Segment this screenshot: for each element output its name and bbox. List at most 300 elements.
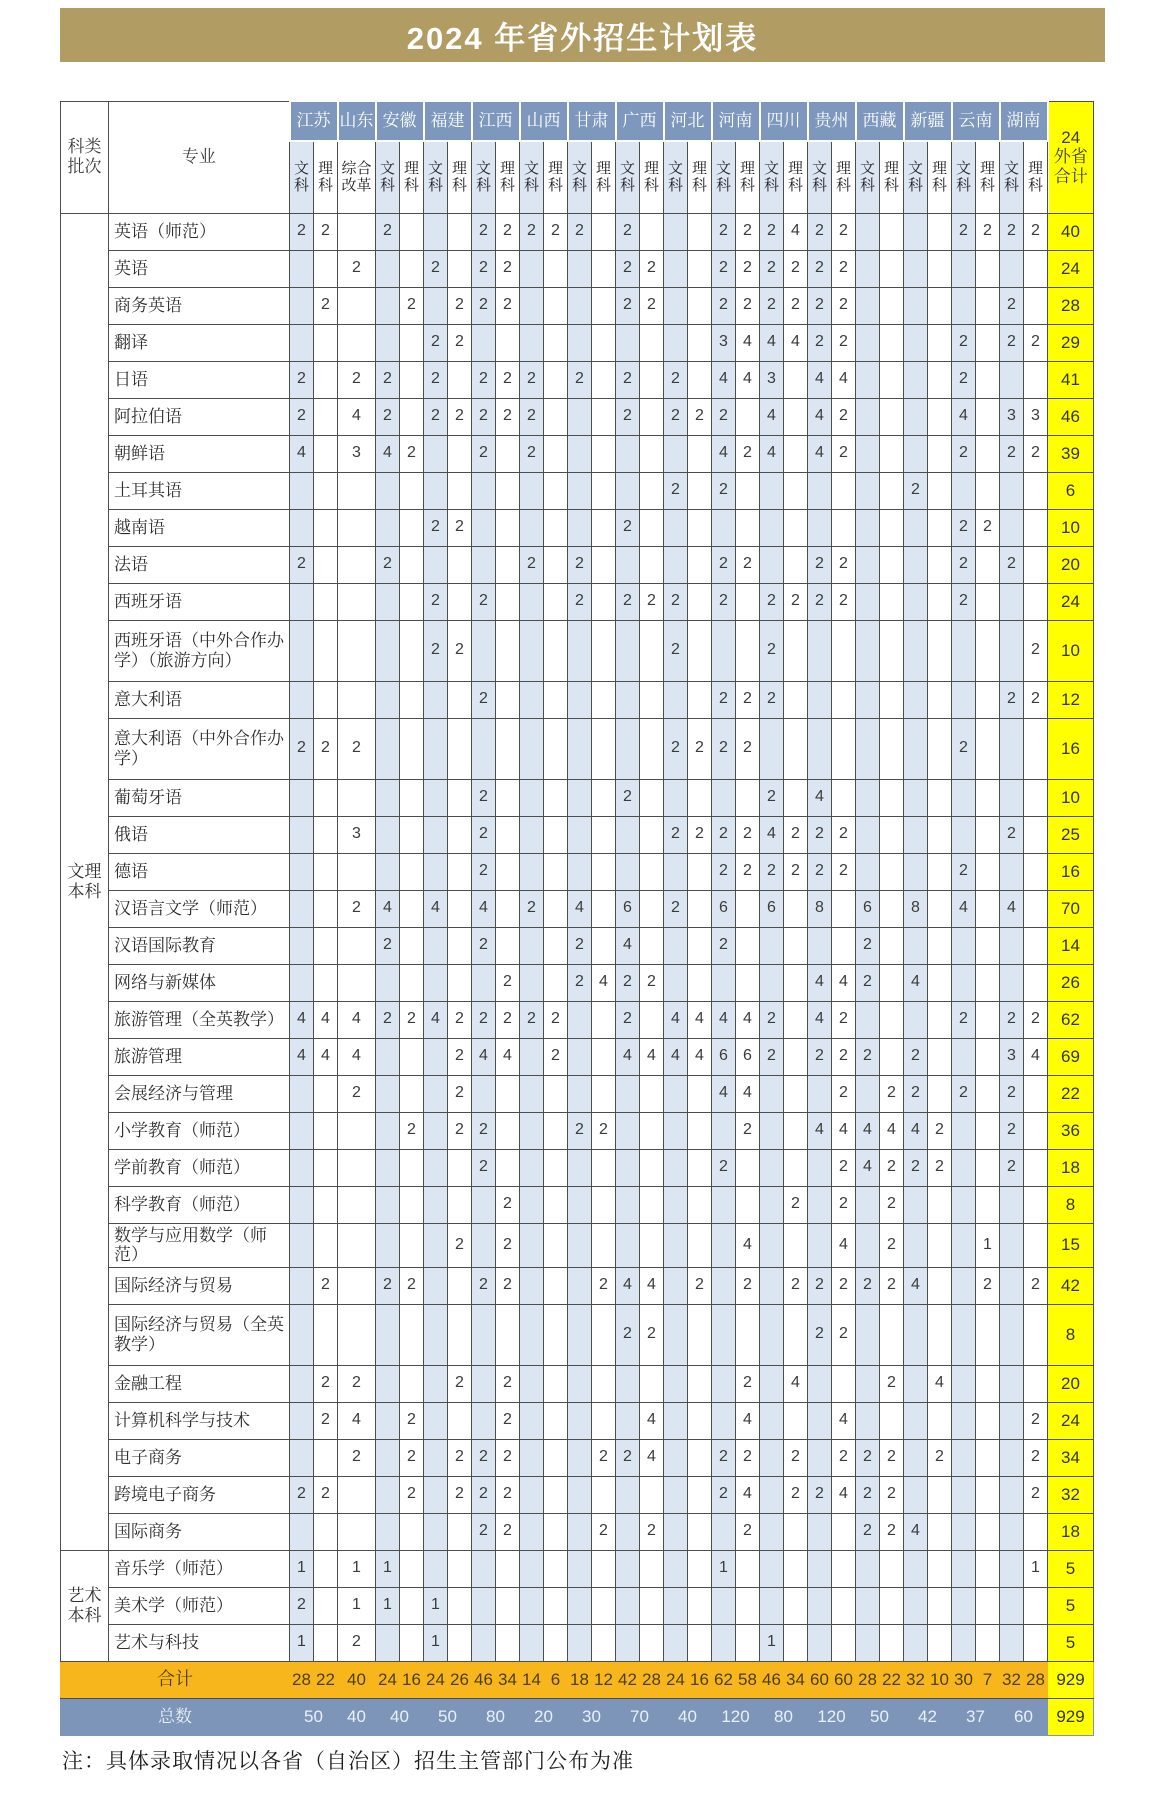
- plan-cell: [314, 1513, 338, 1550]
- plan-cell: [688, 583, 712, 620]
- sum-cell: 18: [568, 1661, 592, 1698]
- row-total-cell: 8: [1048, 1304, 1094, 1365]
- plan-cell: [448, 583, 472, 620]
- plan-cell: [640, 681, 664, 718]
- plan-cell: [640, 816, 664, 853]
- plan-cell: 2: [472, 779, 496, 816]
- major-label: 网络与新媒体: [109, 964, 290, 1001]
- plan-cell: [640, 718, 664, 779]
- plan-cell: [784, 1001, 808, 1038]
- plan-cell: [376, 509, 400, 546]
- plan-cell: 2: [664, 816, 688, 853]
- plan-cell: [592, 324, 616, 361]
- sum-cell: 28: [640, 1661, 664, 1698]
- plan-cell: [784, 1149, 808, 1186]
- plan-cell: 2: [1000, 1001, 1024, 1038]
- plan-cell: 4: [496, 1038, 520, 1075]
- plan-cell: [664, 1223, 688, 1267]
- plan-cell: [376, 1402, 400, 1439]
- plan-cell: 2: [664, 890, 688, 927]
- row-total-cell: 39: [1048, 435, 1094, 472]
- plan-cell: 2: [448, 398, 472, 435]
- plan-cell: [1000, 1186, 1024, 1223]
- plan-cell: 2: [784, 1439, 808, 1476]
- plan-cell: [592, 287, 616, 324]
- province-header-8: 广西: [616, 101, 664, 141]
- plan-cell: [832, 1624, 856, 1661]
- plan-cell: [832, 1365, 856, 1402]
- province-header-10: 河南: [712, 101, 760, 141]
- plan-cell: 2: [520, 213, 544, 250]
- plan-cell: [952, 1365, 976, 1402]
- plan-cell: 6: [712, 1038, 736, 1075]
- plan-cell: 2: [832, 583, 856, 620]
- plan-cell: [520, 681, 544, 718]
- plan-cell: [808, 718, 832, 779]
- plan-cell: [424, 1513, 448, 1550]
- plan-cell: 2: [712, 1439, 736, 1476]
- plan-cell: 2: [880, 1186, 904, 1223]
- plan-cell: [520, 1304, 544, 1365]
- plan-cell: [904, 287, 928, 324]
- plan-cell: [290, 1439, 314, 1476]
- plan-cell: [976, 1550, 1000, 1587]
- plan-cell: [544, 435, 568, 472]
- plan-cell: 2: [472, 927, 496, 964]
- plan-cell: [520, 1038, 544, 1075]
- plan-cell: 2: [568, 546, 592, 583]
- plan-cell: 4: [712, 435, 736, 472]
- major-label: 跨境电子商务: [109, 1476, 290, 1513]
- plan-cell: [592, 435, 616, 472]
- plan-cell: 2: [736, 435, 760, 472]
- plan-cell: [592, 681, 616, 718]
- plan-cell: [832, 890, 856, 927]
- plan-cell: 2: [856, 964, 880, 1001]
- province-grand-total: 60: [1000, 1698, 1048, 1735]
- plan-cell: [952, 1587, 976, 1624]
- plan-cell: [904, 1223, 928, 1267]
- plan-cell: 2: [760, 620, 784, 681]
- plan-cell: [338, 287, 376, 324]
- plan-cell: [688, 620, 712, 681]
- plan-cell: [568, 718, 592, 779]
- plan-cell: [400, 1513, 424, 1550]
- plan-cell: 2: [520, 1001, 544, 1038]
- plan-cell: [314, 1149, 338, 1186]
- plan-cell: 4: [376, 890, 400, 927]
- plan-cell: [448, 1149, 472, 1186]
- plan-cell: 2: [616, 1304, 640, 1365]
- plan-cell: [424, 681, 448, 718]
- plan-cell: 3: [1024, 398, 1048, 435]
- plan-cell: [400, 1075, 424, 1112]
- plan-cell: [376, 1149, 400, 1186]
- plan-cell: [448, 779, 472, 816]
- plan-cell: 2: [712, 1149, 736, 1186]
- plan-cell: [640, 1112, 664, 1149]
- plan-cell: 2: [520, 546, 544, 583]
- plan-cell: 4: [760, 816, 784, 853]
- province-header-11: 四川: [760, 101, 808, 141]
- plan-cell: [664, 964, 688, 1001]
- plan-cell: [338, 1149, 376, 1186]
- plan-cell: [664, 1075, 688, 1112]
- plan-cell: [664, 213, 688, 250]
- plan-cell: [928, 1304, 952, 1365]
- major-label: 音乐学（师范）: [109, 1550, 290, 1587]
- plan-cell: [1000, 964, 1024, 1001]
- plan-cell: 4: [832, 1476, 856, 1513]
- plan-cell: [568, 398, 592, 435]
- plan-cell: [880, 583, 904, 620]
- plan-cell: [544, 1365, 568, 1402]
- plan-cell: 4: [424, 890, 448, 927]
- plan-cell: [592, 1186, 616, 1223]
- plan-cell: 2: [664, 398, 688, 435]
- plan-cell: 2: [952, 853, 976, 890]
- page-title: 2024 年省外招生计划表: [406, 20, 759, 56]
- plan-cell: 2: [880, 1439, 904, 1476]
- province-header-16: 湖南: [1000, 101, 1048, 141]
- plan-cell: [424, 1149, 448, 1186]
- plan-cell: 2: [496, 213, 520, 250]
- sum-cell: 26: [448, 1661, 472, 1698]
- row-total-cell: 24: [1048, 250, 1094, 287]
- plan-cell: [928, 779, 952, 816]
- plan-cell: [640, 398, 664, 435]
- plan-cell: [856, 1304, 880, 1365]
- plan-cell: 2: [832, 250, 856, 287]
- plan-cell: [448, 1267, 472, 1304]
- plan-cell: [1000, 1365, 1024, 1402]
- sum-cell: 22: [880, 1661, 904, 1698]
- province-header-14: 新疆: [904, 101, 952, 141]
- plan-cell: 4: [712, 361, 736, 398]
- plan-cell: [712, 1304, 736, 1365]
- plan-cell: [928, 1587, 952, 1624]
- plan-cell: [856, 718, 880, 779]
- province-header-12: 贵州: [808, 101, 856, 141]
- plan-cell: 2: [952, 324, 976, 361]
- plan-cell: 2: [952, 213, 976, 250]
- plan-cell: [592, 1587, 616, 1624]
- sum-cell: 60: [808, 1661, 832, 1698]
- plan-cell: [640, 1001, 664, 1038]
- plan-cell: [784, 620, 808, 681]
- plan-cell: [1024, 1304, 1048, 1365]
- row-total-cell: 12: [1048, 681, 1094, 718]
- plan-cell: [664, 1112, 688, 1149]
- plan-cell: [568, 1365, 592, 1402]
- plan-cell: 4: [314, 1038, 338, 1075]
- plan-cell: [856, 435, 880, 472]
- plan-cell: [424, 435, 448, 472]
- plan-cell: [976, 472, 1000, 509]
- plan-cell: [736, 890, 760, 927]
- province-grand-total: 80: [472, 1698, 520, 1735]
- plan-cell: [928, 250, 952, 287]
- province-header-1: 江苏: [290, 101, 338, 141]
- plan-cell: 2: [400, 287, 424, 324]
- plan-cell: 1: [1024, 1550, 1048, 1587]
- plan-cell: [1024, 1513, 1048, 1550]
- plan-cell: [904, 324, 928, 361]
- plan-table-wrapper: [60, 100, 1094, 1736]
- province-grand-total: 50: [856, 1698, 904, 1735]
- plan-cell: [1024, 890, 1048, 927]
- plan-cell: [664, 1439, 688, 1476]
- major-label: 计算机科学与技术: [109, 1402, 290, 1439]
- plan-cell: 4: [832, 1223, 856, 1267]
- subject-subheader: 文 科: [424, 141, 448, 213]
- plan-cell: [400, 546, 424, 583]
- plan-cell: [856, 472, 880, 509]
- plan-cell: [544, 1476, 568, 1513]
- major-label: 德语: [109, 853, 290, 890]
- plan-cell: [736, 620, 760, 681]
- province-grand-total: 50: [290, 1698, 338, 1735]
- plan-cell: [952, 681, 976, 718]
- plan-cell: [314, 546, 338, 583]
- plan-cell: [1024, 1223, 1048, 1267]
- subject-subheader: 理 科: [880, 141, 904, 213]
- plan-cell: 2: [472, 1513, 496, 1550]
- plan-cell: 2: [952, 509, 976, 546]
- plan-cell: [568, 681, 592, 718]
- plan-cell: 6: [736, 1038, 760, 1075]
- plan-cell: 2: [976, 1267, 1000, 1304]
- category-batch-header: 科类 批次: [61, 101, 109, 213]
- plan-cell: [832, 509, 856, 546]
- plan-cell: [928, 361, 952, 398]
- plan-cell: [664, 250, 688, 287]
- plan-cell: [520, 1186, 544, 1223]
- plan-cell: 2: [290, 546, 314, 583]
- plan-cell: [376, 718, 400, 779]
- plan-cell: [314, 1550, 338, 1587]
- plan-cell: [808, 1186, 832, 1223]
- row-total-cell: 42: [1048, 1267, 1094, 1304]
- plan-cell: [568, 1267, 592, 1304]
- plan-cell: [472, 1402, 496, 1439]
- row-total-cell: 5: [1048, 1624, 1094, 1661]
- plan-cell: 2: [520, 890, 544, 927]
- plan-cell: [592, 583, 616, 620]
- major-label: 国际经济与贸易（全英教学）: [109, 1304, 290, 1365]
- plan-cell: 2: [880, 1476, 904, 1513]
- plan-cell: 4: [472, 1038, 496, 1075]
- plan-cell: [952, 1186, 976, 1223]
- plan-cell: [856, 1365, 880, 1402]
- plan-cell: [314, 1439, 338, 1476]
- plan-cell: 2: [808, 816, 832, 853]
- plan-cell: [290, 1365, 314, 1402]
- plan-cell: 2: [496, 1001, 520, 1038]
- row-total-cell: 70: [1048, 890, 1094, 927]
- plan-cell: [616, 853, 640, 890]
- plan-cell: [832, 927, 856, 964]
- plan-cell: [544, 1223, 568, 1267]
- plan-cell: [784, 927, 808, 964]
- plan-cell: 2: [314, 718, 338, 779]
- plan-cell: [760, 927, 784, 964]
- plan-cell: [448, 546, 472, 583]
- plan-cell: [314, 1075, 338, 1112]
- plan-cell: [592, 398, 616, 435]
- plan-cell: [338, 1186, 376, 1223]
- row-total-cell: 10: [1048, 779, 1094, 816]
- plan-cell: [520, 1476, 544, 1513]
- plan-cell: [448, 853, 472, 890]
- plan-cell: [976, 1513, 1000, 1550]
- plan-cell: [1000, 1304, 1024, 1365]
- plan-cell: [688, 1075, 712, 1112]
- plan-cell: [376, 681, 400, 718]
- plan-cell: 2: [472, 853, 496, 890]
- plan-cell: [856, 213, 880, 250]
- plan-cell: [448, 1587, 472, 1624]
- plan-cell: [664, 1304, 688, 1365]
- plan-cell: 2: [496, 1267, 520, 1304]
- plan-cell: 3: [1000, 1038, 1024, 1075]
- plan-cell: [664, 681, 688, 718]
- plan-cell: [314, 1624, 338, 1661]
- plan-cell: 2: [400, 435, 424, 472]
- subject-subheader: 理 科: [314, 141, 338, 213]
- plan-cell: [976, 779, 1000, 816]
- plan-cell: [856, 1624, 880, 1661]
- plan-cell: 2: [448, 1365, 472, 1402]
- plan-cell: [856, 1587, 880, 1624]
- plan-cell: 2: [1000, 324, 1024, 361]
- province-grand-total: 80: [760, 1698, 808, 1735]
- plan-cell: 2: [1024, 681, 1048, 718]
- plan-cell: [760, 1149, 784, 1186]
- plan-cell: [1024, 1112, 1048, 1149]
- row-total-cell: 10: [1048, 620, 1094, 681]
- sum-cell: 10: [928, 1661, 952, 1698]
- plan-cell: [568, 1038, 592, 1075]
- province-header-9: 河北: [664, 101, 712, 141]
- plan-cell: [592, 546, 616, 583]
- plan-cell: [640, 1186, 664, 1223]
- plan-cell: [496, 853, 520, 890]
- plan-cell: [496, 681, 520, 718]
- plan-cell: [832, 620, 856, 681]
- plan-cell: [616, 324, 640, 361]
- plan-cell: 2: [400, 1112, 424, 1149]
- plan-cell: [376, 583, 400, 620]
- plan-cell: [448, 890, 472, 927]
- plan-cell: 2: [832, 1075, 856, 1112]
- plan-cell: 2: [736, 287, 760, 324]
- plan-cell: [712, 1267, 736, 1304]
- plan-cell: [338, 1267, 376, 1304]
- plan-cell: [928, 546, 952, 583]
- plan-cell: [784, 398, 808, 435]
- plan-cell: [616, 472, 640, 509]
- plan-cell: 2: [472, 213, 496, 250]
- plan-cell: 2: [472, 1149, 496, 1186]
- plan-cell: [952, 1038, 976, 1075]
- plan-cell: 4: [832, 1402, 856, 1439]
- plan-cell: [904, 1439, 928, 1476]
- plan-cell: [856, 816, 880, 853]
- plan-cell: 2: [616, 1001, 640, 1038]
- plan-cell: [400, 361, 424, 398]
- plan-cell: 4: [736, 1402, 760, 1439]
- plan-cell: [496, 779, 520, 816]
- plan-cell: 2: [314, 1365, 338, 1402]
- plan-cell: 2: [1024, 1402, 1048, 1439]
- plan-cell: 4: [952, 398, 976, 435]
- plan-cell: [736, 1550, 760, 1587]
- plan-cell: [472, 1365, 496, 1402]
- plan-cell: 2: [424, 250, 448, 287]
- plan-cell: [736, 1186, 760, 1223]
- plan-cell: [1000, 620, 1024, 681]
- plan-cell: [520, 1513, 544, 1550]
- plan-cell: 4: [640, 1038, 664, 1075]
- plan-cell: [376, 1439, 400, 1476]
- plan-cell: 2: [496, 964, 520, 1001]
- plan-cell: [928, 398, 952, 435]
- plan-cell: [688, 546, 712, 583]
- plan-cell: [1024, 287, 1048, 324]
- plan-cell: 2: [1024, 1001, 1048, 1038]
- plan-cell: 2: [808, 213, 832, 250]
- plan-cell: 2: [616, 779, 640, 816]
- plan-cell: [496, 324, 520, 361]
- subject-subheader: 文 科: [856, 141, 880, 213]
- plan-cell: [376, 620, 400, 681]
- plan-cell: 4: [880, 1112, 904, 1149]
- province-grand-total: 30: [568, 1698, 616, 1735]
- plan-cell: [736, 927, 760, 964]
- plan-cell: [568, 779, 592, 816]
- major-label: 英语（师范）: [109, 213, 290, 250]
- plan-cell: [760, 1550, 784, 1587]
- plan-cell: [640, 472, 664, 509]
- plan-cell: [1024, 853, 1048, 890]
- plan-cell: [314, 472, 338, 509]
- major-label: 日语: [109, 361, 290, 398]
- plan-cell: 2: [640, 287, 664, 324]
- plan-cell: 4: [952, 890, 976, 927]
- plan-cell: 2: [664, 361, 688, 398]
- plan-cell: [904, 779, 928, 816]
- plan-cell: 2: [568, 361, 592, 398]
- sum-cell: 46: [472, 1661, 496, 1698]
- plan-cell: [928, 620, 952, 681]
- plan-cell: [338, 546, 376, 583]
- plan-cell: 2: [448, 324, 472, 361]
- plan-cell: 4: [808, 361, 832, 398]
- plan-cell: [496, 435, 520, 472]
- plan-cell: [1024, 779, 1048, 816]
- plan-cell: 2: [496, 398, 520, 435]
- plan-cell: [376, 472, 400, 509]
- plan-cell: [904, 435, 928, 472]
- plan-cell: [928, 1223, 952, 1267]
- plan-cell: 2: [736, 853, 760, 890]
- major-label: 翻译: [109, 324, 290, 361]
- plan-cell: [544, 250, 568, 287]
- plan-cell: [904, 620, 928, 681]
- plan-cell: [544, 1513, 568, 1550]
- subject-subheader: 理 科: [832, 141, 856, 213]
